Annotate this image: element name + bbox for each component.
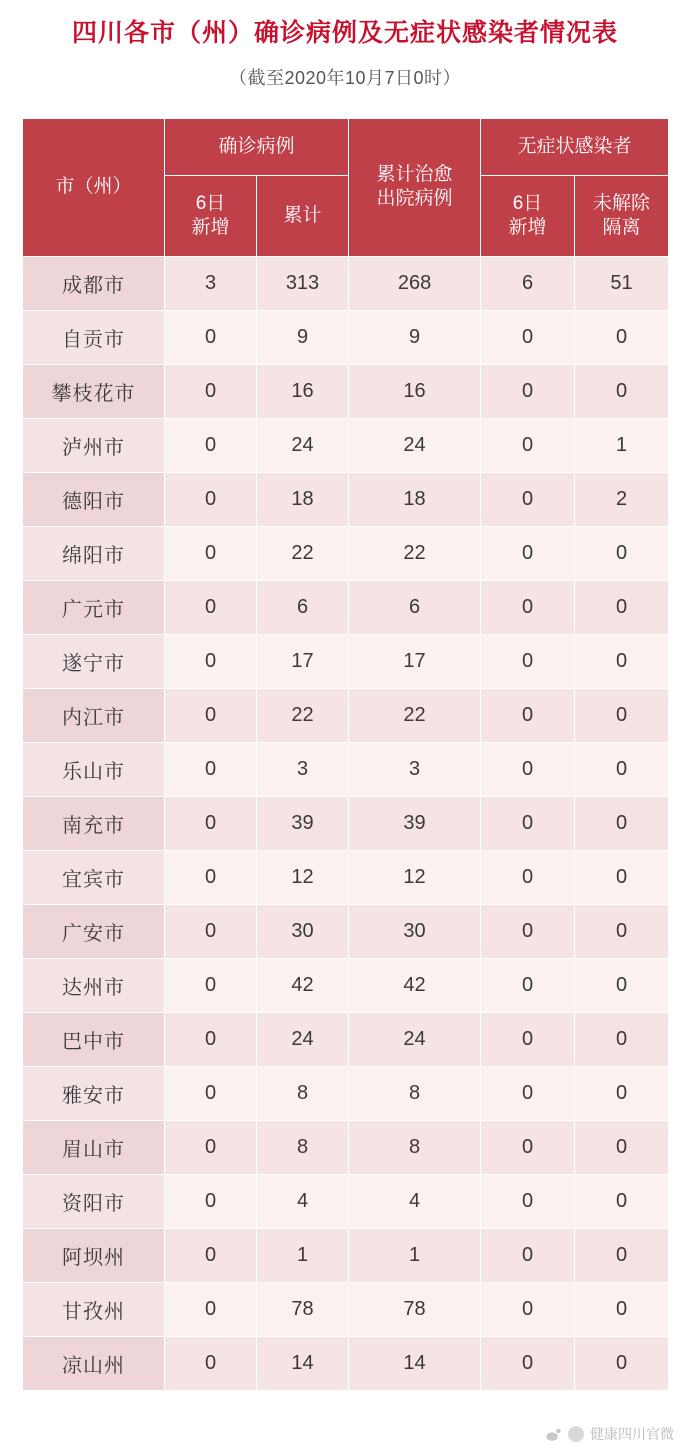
cell-confirmed-new: 0 bbox=[165, 904, 257, 958]
cell-confirmed-total: 313 bbox=[257, 256, 349, 310]
cell-asym-new: 0 bbox=[481, 526, 575, 580]
cell-confirmed-new: 0 bbox=[165, 418, 257, 472]
cell-asym-quarantine: 0 bbox=[575, 1174, 669, 1228]
cell-asym-new: 0 bbox=[481, 904, 575, 958]
cell-cured: 22 bbox=[349, 526, 481, 580]
header-confirmed-cases: 确诊病例 bbox=[165, 118, 349, 175]
cell-confirmed-new: 0 bbox=[165, 364, 257, 418]
source-label: 健康四川官微 bbox=[590, 1426, 674, 1442]
header-asymptomatic: 无症状感染者 bbox=[481, 118, 669, 175]
cell-confirmed-total: 39 bbox=[257, 796, 349, 850]
cell-confirmed-new: 0 bbox=[165, 688, 257, 742]
cell-confirmed-total: 17 bbox=[257, 634, 349, 688]
cell-confirmed-new: 0 bbox=[165, 526, 257, 580]
cell-confirmed-new: 0 bbox=[165, 1120, 257, 1174]
cell-confirmed-new: 0 bbox=[165, 742, 257, 796]
table-row bbox=[23, 1336, 669, 1390]
cell-confirmed-total: 24 bbox=[257, 1012, 349, 1066]
cell-region: 甘孜州 bbox=[23, 1282, 165, 1336]
table-row bbox=[23, 1174, 669, 1228]
cell-asym-quarantine: 0 bbox=[575, 742, 669, 796]
cell-asym-quarantine: 0 bbox=[575, 1282, 669, 1336]
cell-cured: 18 bbox=[349, 472, 481, 526]
table-row bbox=[23, 742, 669, 796]
cell-cured: 12 bbox=[349, 850, 481, 904]
table-row bbox=[23, 1228, 669, 1282]
cell-region: 成都市 bbox=[23, 256, 165, 310]
cell-asym-quarantine: 1 bbox=[575, 418, 669, 472]
cell-asym-new: 0 bbox=[481, 364, 575, 418]
cell-confirmed-total: 3 bbox=[257, 742, 349, 796]
cell-confirmed-new: 3 bbox=[165, 256, 257, 310]
cell-asym-new: 0 bbox=[481, 1012, 575, 1066]
cell-region: 遂宁市 bbox=[23, 634, 165, 688]
cell-region: 德阳市 bbox=[23, 472, 165, 526]
cell-confirmed-total: 12 bbox=[257, 850, 349, 904]
cell-asym-new: 0 bbox=[481, 580, 575, 634]
table-row bbox=[23, 1012, 669, 1066]
cell-confirmed-new: 0 bbox=[165, 958, 257, 1012]
cell-asym-quarantine: 0 bbox=[575, 850, 669, 904]
table-row bbox=[23, 310, 669, 364]
cell-cured: 16 bbox=[349, 364, 481, 418]
page-title: 四川各市（州）确诊病例及无症状感染者情况表 bbox=[71, 19, 618, 47]
cell-cured: 30 bbox=[349, 904, 481, 958]
cell-asym-new: 0 bbox=[481, 1066, 575, 1120]
cell-asym-quarantine: 2 bbox=[575, 472, 669, 526]
header-asym-quarantine-line1: 未解除 bbox=[593, 192, 651, 214]
cell-asym-new: 0 bbox=[481, 1120, 575, 1174]
cell-asym-quarantine: 0 bbox=[575, 310, 669, 364]
cell-region: 资阳市 bbox=[23, 1174, 165, 1228]
cell-cured: 24 bbox=[349, 418, 481, 472]
cell-cured: 6 bbox=[349, 580, 481, 634]
cell-region: 巴中市 bbox=[23, 1012, 165, 1066]
cell-confirmed-new: 0 bbox=[165, 1228, 257, 1282]
table-row bbox=[23, 1066, 669, 1120]
cell-confirmed-total: 30 bbox=[257, 904, 349, 958]
cell-cured: 8 bbox=[349, 1066, 481, 1120]
cell-confirmed-total: 8 bbox=[257, 1120, 349, 1174]
cell-confirmed-new: 0 bbox=[165, 1336, 257, 1390]
cell-asym-quarantine: 0 bbox=[575, 1120, 669, 1174]
cell-asym-quarantine: 0 bbox=[575, 580, 669, 634]
table-row bbox=[23, 472, 669, 526]
cell-region: 阿坝州 bbox=[23, 1228, 165, 1282]
cell-asym-new: 0 bbox=[481, 472, 575, 526]
cell-confirmed-new: 0 bbox=[165, 1012, 257, 1066]
cell-cured: 14 bbox=[349, 1336, 481, 1390]
cell-confirmed-new: 0 bbox=[165, 580, 257, 634]
header-cured-line2: 出院病例 bbox=[376, 188, 453, 209]
weibo-icon bbox=[545, 1426, 562, 1443]
cell-asym-quarantine: 0 bbox=[575, 1066, 669, 1120]
cell-asym-quarantine: 0 bbox=[575, 688, 669, 742]
cell-cured: 268 bbox=[349, 256, 481, 310]
cell-asym-new: 0 bbox=[481, 634, 575, 688]
cell-asym-quarantine: 0 bbox=[575, 1336, 669, 1390]
cell-region: 眉山市 bbox=[23, 1120, 165, 1174]
header-asym-new bbox=[481, 175, 575, 256]
cell-cured: 17 bbox=[349, 634, 481, 688]
cell-confirmed-total: 22 bbox=[257, 688, 349, 742]
cell-region: 广元市 bbox=[23, 580, 165, 634]
cell-cured: 39 bbox=[349, 796, 481, 850]
cell-confirmed-new: 0 bbox=[165, 1066, 257, 1120]
cell-cured: 22 bbox=[349, 688, 481, 742]
table-row bbox=[23, 1120, 669, 1174]
cell-region: 宜宾市 bbox=[23, 850, 165, 904]
table-header bbox=[23, 118, 669, 256]
cell-region: 绵阳市 bbox=[23, 526, 165, 580]
cell-asym-quarantine: 0 bbox=[575, 364, 669, 418]
table-row bbox=[23, 688, 669, 742]
cell-confirmed-total: 42 bbox=[257, 958, 349, 1012]
header-asym-quarantine bbox=[575, 175, 669, 256]
table-row bbox=[23, 418, 669, 472]
cell-region: 泸州市 bbox=[23, 418, 165, 472]
cell-asym-quarantine: 51 bbox=[575, 256, 669, 310]
cell-confirmed-new: 0 bbox=[165, 850, 257, 904]
cell-region: 内江市 bbox=[23, 688, 165, 742]
cell-region: 乐山市 bbox=[23, 742, 165, 796]
cell-cured: 78 bbox=[349, 1282, 481, 1336]
cell-cured: 4 bbox=[349, 1174, 481, 1228]
table-row bbox=[23, 958, 669, 1012]
source-footer bbox=[545, 1424, 674, 1444]
cell-confirmed-total: 24 bbox=[257, 418, 349, 472]
table-row bbox=[23, 580, 669, 634]
cell-asym-quarantine: 0 bbox=[575, 634, 669, 688]
cell-asym-new: 6 bbox=[481, 256, 575, 310]
cell-region: 自贡市 bbox=[23, 310, 165, 364]
table-row bbox=[23, 796, 669, 850]
header-confirmed-new-line2: 新增 bbox=[191, 216, 230, 238]
cell-confirmed-total: 18 bbox=[257, 472, 349, 526]
cell-asym-quarantine: 0 bbox=[575, 526, 669, 580]
cell-asym-new: 0 bbox=[481, 688, 575, 742]
cell-confirmed-total: 4 bbox=[257, 1174, 349, 1228]
header-cured-discharged bbox=[349, 118, 481, 256]
cell-asym-quarantine: 0 bbox=[575, 904, 669, 958]
cell-region: 南充市 bbox=[23, 796, 165, 850]
header-asym-new-line1: 6日 bbox=[512, 192, 543, 214]
cell-cured: 1 bbox=[349, 1228, 481, 1282]
cell-confirmed-total: 78 bbox=[257, 1282, 349, 1336]
cell-cured: 9 bbox=[349, 310, 481, 364]
cell-confirmed-new: 0 bbox=[165, 796, 257, 850]
cell-asym-quarantine: 0 bbox=[575, 958, 669, 1012]
page-subtitle: （截至2020年10月7日0时） bbox=[228, 67, 462, 88]
cell-asym-new: 0 bbox=[481, 310, 575, 364]
cell-confirmed-total: 22 bbox=[257, 526, 349, 580]
header-cured-line1: 累计治愈 bbox=[376, 164, 453, 186]
table-header-group-row bbox=[23, 118, 669, 175]
cell-confirmed-total: 6 bbox=[257, 580, 349, 634]
cell-confirmed-total: 9 bbox=[257, 310, 349, 364]
header-asym-quarantine-line2: 隔离 bbox=[602, 216, 641, 238]
cell-confirmed-total: 16 bbox=[257, 364, 349, 418]
cell-asym-new: 0 bbox=[481, 1282, 575, 1336]
statistics-table bbox=[22, 118, 669, 1391]
cell-confirmed-new: 0 bbox=[165, 1174, 257, 1228]
cell-asym-new: 0 bbox=[481, 796, 575, 850]
cell-cured: 24 bbox=[349, 1012, 481, 1066]
cell-cured: 42 bbox=[349, 958, 481, 1012]
header-confirmed-total: 累计 bbox=[257, 175, 349, 256]
cell-confirmed-total: 8 bbox=[257, 1066, 349, 1120]
cell-asym-new: 0 bbox=[481, 742, 575, 796]
header-asym-new-line2: 新增 bbox=[508, 216, 547, 238]
avatar bbox=[568, 1426, 584, 1442]
cell-confirmed-new: 0 bbox=[165, 472, 257, 526]
cell-asym-quarantine: 0 bbox=[575, 1228, 669, 1282]
table-row bbox=[23, 1282, 669, 1336]
table-row bbox=[23, 850, 669, 904]
cell-region: 广安市 bbox=[23, 904, 165, 958]
table-row bbox=[23, 364, 669, 418]
cell-region: 攀枝花市 bbox=[23, 364, 165, 418]
table-row bbox=[23, 526, 669, 580]
cell-confirmed-total: 1 bbox=[257, 1228, 349, 1282]
table-row bbox=[23, 904, 669, 958]
cell-asym-new: 0 bbox=[481, 1336, 575, 1390]
cell-region: 雅安市 bbox=[23, 1066, 165, 1120]
cell-confirmed-total: 14 bbox=[257, 1336, 349, 1390]
table-body bbox=[23, 256, 669, 1390]
statistics-table-wrapper bbox=[22, 118, 668, 1391]
cell-asym-quarantine: 0 bbox=[575, 796, 669, 850]
header-confirmed-new-line1: 6日 bbox=[195, 192, 226, 214]
cell-region: 达州市 bbox=[23, 958, 165, 1012]
cell-cured: 3 bbox=[349, 742, 481, 796]
header-confirmed-new bbox=[165, 175, 257, 256]
cell-confirmed-new: 0 bbox=[165, 310, 257, 364]
cell-confirmed-new: 0 bbox=[165, 634, 257, 688]
cell-asym-new: 0 bbox=[481, 850, 575, 904]
cell-asym-new: 0 bbox=[481, 1228, 575, 1282]
header-region: 市（州） bbox=[23, 118, 165, 256]
cell-asym-new: 0 bbox=[481, 1174, 575, 1228]
cell-asym-new: 0 bbox=[481, 958, 575, 1012]
cell-asym-quarantine: 0 bbox=[575, 1012, 669, 1066]
cell-region: 凉山州 bbox=[23, 1336, 165, 1390]
cell-cured: 8 bbox=[349, 1120, 481, 1174]
cell-confirmed-new: 0 bbox=[165, 1282, 257, 1336]
table-row bbox=[23, 256, 669, 310]
table-row bbox=[23, 634, 669, 688]
cell-asym-new: 0 bbox=[481, 418, 575, 472]
